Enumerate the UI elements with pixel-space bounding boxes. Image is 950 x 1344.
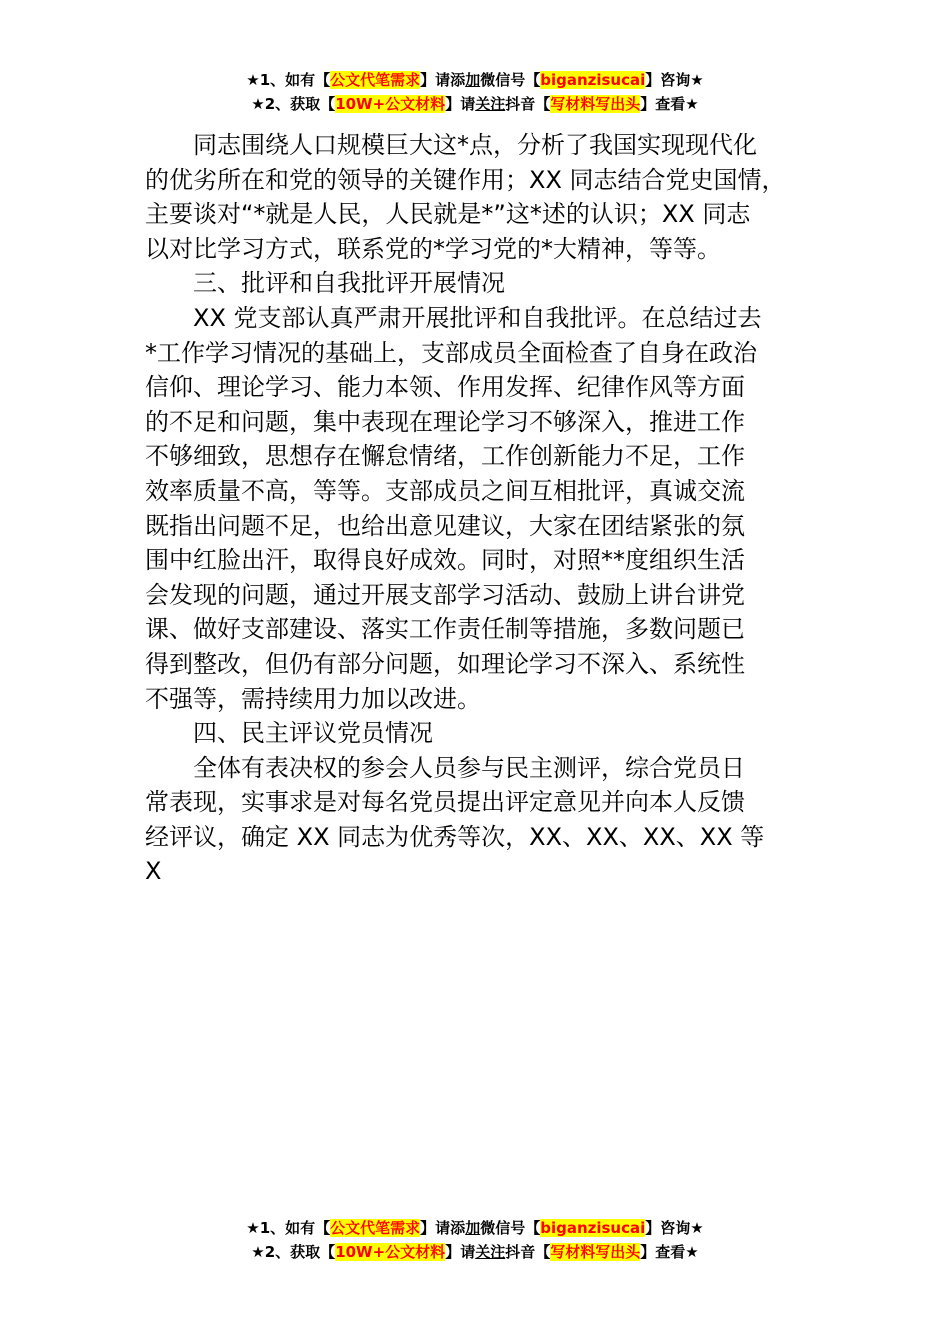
promo-text: 】请	[445, 1243, 476, 1261]
promo-text: ★1、如有【	[246, 71, 331, 89]
promo-text: ★2、获取【	[251, 95, 336, 113]
promo-text: 】查看★	[640, 95, 699, 113]
promo-underlined: 加	[465, 71, 481, 89]
text-line: *工作学习情况的基础上，支部成员全面检查了自身在政治	[145, 338, 757, 367]
promo-highlight: 10W+公文材料	[335, 1243, 446, 1261]
promo-text: 】请添	[420, 71, 466, 89]
paragraph-comrade-speeches	[145, 128, 807, 266]
top-promo-line-2	[0, 92, 950, 116]
paragraph-evaluation	[145, 751, 807, 889]
promo-highlight: 公文代笔需求	[330, 1219, 421, 1237]
text-line: 不够细致，思想存在懈怠情绪，工作创新能力不足，工作	[145, 442, 745, 471]
promo-highlight: 公文代笔需求	[330, 71, 421, 89]
promo-highlight-wechat-id: biganzisucai	[540, 71, 646, 89]
promo-text: 抖音【	[505, 1243, 551, 1261]
bottom-promo-line-1	[0, 1216, 950, 1240]
promo-highlight-douyin-account: 写材料写出头	[550, 95, 641, 113]
promo-highlight-wechat-id: biganzisucai	[540, 1219, 646, 1237]
text-line: 经评议，确定 XX 同志为优秀等次，XX、XX、XX、XX 等	[145, 822, 765, 851]
top-promo-line-1	[0, 68, 950, 92]
text-line: 课、做好支部建设、落实工作责任制等措施，多数问题已	[145, 615, 745, 644]
text-line: 以对比学习方式，联系党的*学习党的*大精神，等等。	[145, 234, 721, 263]
text-line: 效率质量不高，等等。支部成员之间互相批评，真诚交流	[145, 476, 745, 505]
section-heading-criticism	[145, 266, 807, 301]
text-line: 信仰、理论学习、能力本领、作用发挥、纪律作风等方面	[145, 373, 745, 402]
promo-highlight-douyin-account: 写材料写出头	[550, 1243, 641, 1261]
text-line: 全体有表决权的参会人员参与民主测评，综合党员日	[193, 753, 745, 782]
text-line: 得到整改，但仍有部分问题，如理论学习不深入、系统性	[145, 649, 745, 678]
text-line: 既指出问题不足，也给出意见建议，大家在团结紧张的氛	[145, 511, 745, 540]
text-line: 同志围绕人口规模巨大这*点，分析了我国实现现代化	[193, 131, 757, 159]
section-heading: 三、批评和自我批评开展情况	[193, 269, 505, 298]
promo-underlined: 关注	[475, 95, 506, 113]
text-line: 常表现，实事求是对每名党员提出评定意见并向本人反馈	[145, 788, 745, 817]
promo-highlight: 10W+公文材料	[335, 95, 446, 113]
text-line: 主要谈对“*就是人民，人民就是*”这*述的认识；XX 同志	[145, 200, 751, 229]
section-heading-evaluation	[145, 716, 807, 751]
promo-text: 】查看★	[640, 1243, 699, 1261]
promo-text: 】请	[445, 95, 476, 113]
promo-text: 】咨询★	[645, 71, 704, 89]
promo-text: 抖音【	[505, 95, 551, 113]
text-line: 不强等，需持续用力加以改进。	[145, 684, 481, 713]
promo-underlined: 关注	[475, 1243, 506, 1261]
text-line: X	[145, 857, 162, 886]
section-heading: 四、民主评议党员情况	[193, 719, 433, 748]
top-promo-banner	[0, 68, 950, 116]
promo-text: ★1、如有【	[246, 1219, 331, 1237]
promo-text: 】请添	[420, 1219, 466, 1237]
text-line: 的优劣所在和党的领导的关键作用；XX 同志结合党史国情，	[145, 165, 786, 194]
document-body	[145, 128, 807, 889]
bottom-promo-banner	[0, 1216, 950, 1264]
bottom-promo-line-2	[0, 1240, 950, 1264]
promo-text: 微信号【	[480, 1219, 541, 1237]
promo-text: 微信号【	[480, 71, 541, 89]
text-line: 围中红脸出汗，取得良好成效。同时，对照**度组织生活	[145, 546, 745, 575]
paragraph-criticism	[145, 301, 807, 716]
promo-text: 】咨询★	[645, 1219, 704, 1237]
text-line: 会发现的问题，通过开展支部学习活动、鼓励上讲台讲党	[145, 580, 745, 609]
promo-text: ★2、获取【	[251, 1243, 336, 1261]
promo-underlined: 加	[465, 1219, 481, 1237]
text-line: XX 党支部认真严肃开展批评和自我批评。在总结过去	[193, 303, 762, 332]
text-line: 的不足和问题，集中表现在理论学习不够深入，推进工作	[145, 407, 745, 436]
